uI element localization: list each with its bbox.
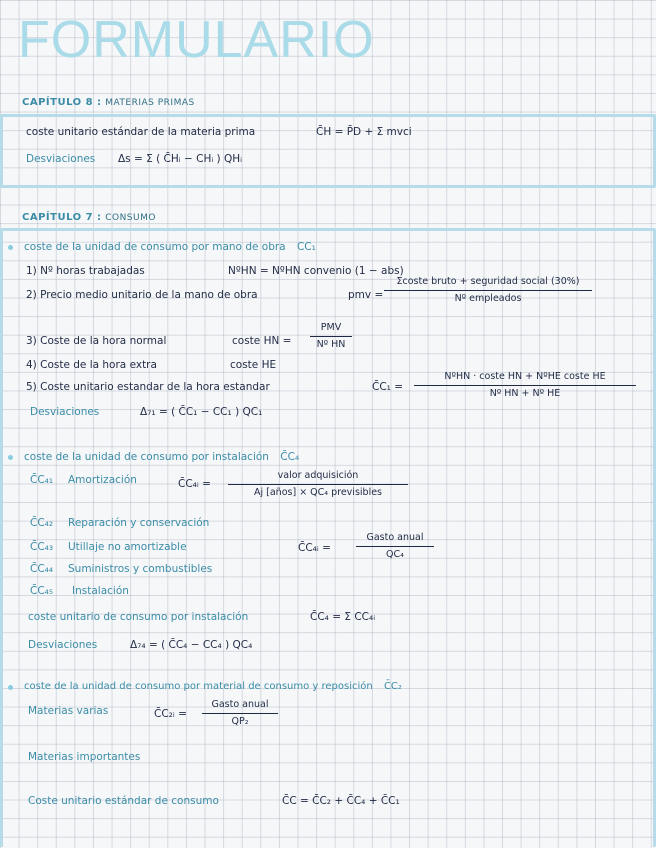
list-item-label: Instalación xyxy=(72,585,129,597)
section1-desv-label: Desviaciones xyxy=(30,406,100,418)
item-3-formula: coste HN = xyxy=(232,335,292,347)
ch8-desv-label: Desviaciones xyxy=(26,153,96,165)
hn-numerator: PMV xyxy=(320,322,342,333)
item-5-text: 5) Coste unitario estandar de la hora estandar xyxy=(26,381,270,393)
bullet-icon xyxy=(8,455,13,460)
section3-symbol: C̄C₂ xyxy=(383,681,402,692)
chapter-7-number: CAPÍTULO 7 : xyxy=(22,212,102,223)
amort-fraction xyxy=(228,470,408,499)
cc1-denominator: Nº HN + Nº HE xyxy=(489,388,561,399)
gasto-numerator: Gasto anual xyxy=(366,532,424,543)
page-title: FORMULARIO xyxy=(18,11,375,69)
amort-numerator: valor adquisición xyxy=(277,470,359,481)
amort-denominator: Aj [años] × QC₄ previsibles xyxy=(254,487,382,498)
chapter-8-heading xyxy=(22,97,195,108)
item-4-text: 4) Coste de la hora extra xyxy=(26,359,157,371)
ch8-desv-formula: Δs = Σ ( C̄Hᵢ − CHᵢ ) QHᵢ xyxy=(118,153,243,165)
section2-heading xyxy=(24,451,299,463)
varias-lhs: C̄C₂ᵢ = xyxy=(154,708,187,720)
gasto-fraction xyxy=(356,532,434,561)
list-item-label: Suministros y combustibles xyxy=(68,563,213,575)
item-3-text: 3) Coste de la hora normal xyxy=(26,335,167,347)
section1-symbol: CC₁ xyxy=(296,241,316,253)
unit-instalacion-label: coste unitario de consumo por instalación xyxy=(28,611,249,623)
cc1-fraction xyxy=(414,371,636,400)
hn-denominator: Nº HN xyxy=(316,339,346,350)
bullet-icon xyxy=(8,685,13,690)
bullet-icon xyxy=(8,245,13,250)
section1-desv-formula: Δ₇₁ = ( C̄C₁ − CC₁ ) QC₁ xyxy=(140,406,263,418)
item-4-formula: coste HE xyxy=(230,359,277,371)
pmv-numerator: Σcoste bruto + seguridad social (30%) xyxy=(396,276,580,287)
item-1-text: 1) Nº horas trabajadas xyxy=(26,265,145,277)
ch8-cost-formula: C̄H = P̄D + Σ mvci xyxy=(316,126,412,138)
list-item-symbol: C̄C₄₂ xyxy=(30,517,54,529)
section2-symbol: C̄C₄ xyxy=(280,451,300,463)
cc1-numerator: NºHN · coste HN + NºHE coste HE xyxy=(444,371,606,382)
section3-heading xyxy=(24,681,402,692)
chapter-7-heading xyxy=(22,212,156,223)
section2-heading-text: coste de la unidad de consumo por instalación xyxy=(24,451,269,463)
chapter-8-number: CAPÍTULO 8 : xyxy=(22,97,102,108)
gasto-denominator: QC₄ xyxy=(386,549,404,560)
item-2-text: 2) Precio medio unitario de la mano de obra xyxy=(26,289,258,301)
ch8-cost-label: coste unitario estándar de la materia prima xyxy=(26,126,256,138)
amort-symbol: C̄C₄₁ xyxy=(30,474,54,486)
section2-desv-label: Desviaciones xyxy=(28,639,98,651)
item-5-formula: C̄C₁ = xyxy=(372,381,404,393)
final-cost-formula: C̄C = C̄C₂ + C̄C₄ + C̄C₁ xyxy=(282,795,400,807)
varias-numerator: Gasto anual xyxy=(211,699,269,710)
list-item-symbol: C̄C₄₅ xyxy=(30,585,54,597)
section2-desv-formula: Δ₇₄ = ( C̄C₄ − CC₄ ) QC₄ xyxy=(130,639,253,651)
chapter-8-name: MATERIAS PRIMAS xyxy=(105,98,195,108)
pmv-fraction xyxy=(384,276,592,305)
item-2-lhs: pmv = xyxy=(348,289,384,301)
section3-heading-text: coste de la unidad de consumo por material de consumo y reposición xyxy=(24,681,373,692)
varias-fraction xyxy=(202,699,278,728)
list-item-label: Utillaje no amortizable xyxy=(68,541,187,553)
pmv-denominator: Nº empleados xyxy=(454,293,522,304)
materias-varias-label: Materias varias xyxy=(28,705,109,717)
varias-denominator: QP₂ xyxy=(231,716,249,727)
unit-instalacion-formula: C̄C₄ = Σ CC₄ᵢ xyxy=(310,611,376,623)
final-cost-label: Coste unitario estándar de consumo xyxy=(28,795,219,807)
materias-importantes-label: Materias importantes xyxy=(28,751,141,763)
hn-fraction xyxy=(310,322,352,351)
section1-heading-text: coste de la unidad de consumo por mano de obra xyxy=(24,241,286,253)
item-1-formula: NºHN = NºHN convenio (1 − abs) xyxy=(228,265,404,277)
section1-heading xyxy=(24,241,316,253)
list-item-symbol: C̄C₄₃ xyxy=(30,541,54,553)
gasto-lhs: C̄C₄ᵢ = xyxy=(298,542,331,554)
chapter-7-name: CONSUMO xyxy=(105,213,156,223)
list-item-symbol: C̄C₄₄ xyxy=(30,563,54,575)
amort-lhs: C̄C₄ᵢ = xyxy=(178,478,211,490)
list-item-label: Reparación y conservación xyxy=(68,517,210,529)
amort-label: Amortización xyxy=(68,474,137,486)
